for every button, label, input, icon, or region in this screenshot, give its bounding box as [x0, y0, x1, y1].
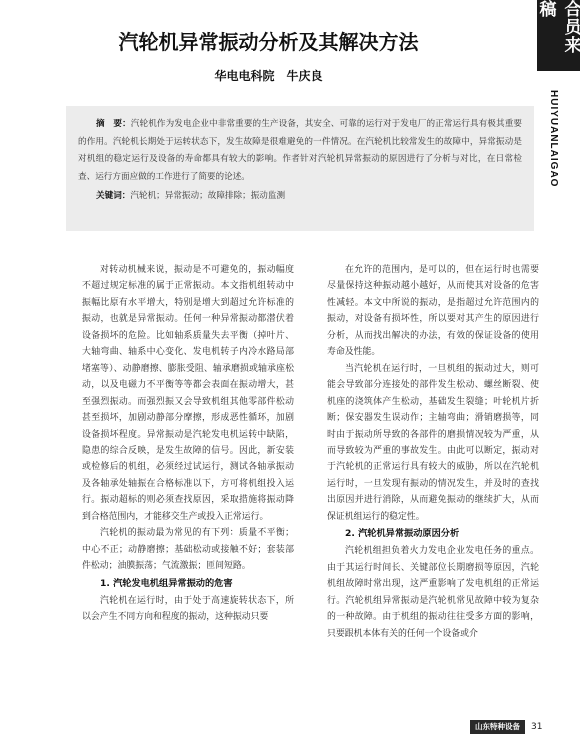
- section-tab-pinyin: HUIYUANLAIGAO: [548, 90, 559, 188]
- section-heading: 2. 汽轮机异常振动原因分析: [345, 528, 460, 540]
- body-paragraph: 汽轮机的振动最为常见的有下列：质量不平衡；中心不正；动静磨擦；基础松动或接触不好；套装部件松动；油膜振荡；气流激振；匝间短路。: [82, 528, 294, 572]
- keywords-label: 关键词：: [96, 191, 131, 201]
- body-paragraph: 汽轮机组担负着火力发电企业发电任务的重点。由于其运行时间长、关键部位长期磨损等原因，汽轮机组故障时常出现，这严重影响了发电机组的正常运行。汽轮机组异常振动是汽轮机常见故障中较为复杂的一种故障。由于机组的振动往往受多方面的影响，只要跟机本体有关的任何一个设备或介: [327, 546, 539, 639]
- keywords-text: 汽轮机；异常振动；故障排除；振动监测: [130, 191, 286, 201]
- keywords-line: [96, 188, 522, 205]
- body-paragraph: 对转动机械来说，振动是不可避免的，振动幅度不超过规定标准的属于正常振动。本文指机组转动中振幅比原有水平增大，特别是增大到超过允许标准的振动，也就是异常振动。任何一种异常振动都潜伏着设备损坏的危险。比如轴系质量失去平衡（掉叶片、大轴弯曲、轴系中心变化、发电机转子内冷水路局部堵塞等）、动静磨擦、膨胀受阻、轴承磨损或轴承座松动，以及电磁力不平衡等等都会表面在振动增大，甚至强烈振动。而强烈振又会导致机组其他零部件松动甚至损坏，加剧动静部分摩擦，形成恶性循环，加剧设备损坏程度。异常振动是汽轮发电机运转中缺陷，隐患的综合反映，是发生故障的信号。因此，新安装或检修后的机组，必须经过试运行，测试各轴承振动及各轴承处轴振在合格标准以下，方可将机组投入运行。振动超标的则必须查找原因，采取措施将振动降到合格范围内，才能移交生产或投入正常运行。: [82, 265, 294, 522]
- body-column-right: [327, 262, 539, 642]
- abstract-label: 摘 要：: [96, 119, 131, 129]
- abstract-text: 汽轮机作为发电企业中非常重要的生产设备，其安全、可靠的运行对于发电厂的正常运行具有极其重要的作用。汽轮机长期处于运转状态下，发生故障是很难避免的一件情况。在汽轮机比较常发生的故障中，异常振动是对机组的稳定运行及设备的寿命都具有较大的影响。作者针对汽轮机异常振动的原因进行了分析与对比，在日常检查、运行方面应做的工作进行了简要的论述。: [78, 119, 522, 182]
- abstract-box: [66, 106, 534, 231]
- article-authors: 华电电科院 牛庆良: [214, 69, 323, 83]
- journal-name: 山东特种设备: [470, 720, 525, 734]
- body-column-left: [82, 262, 294, 626]
- article-title: 汽轮机异常振动分析及其解决方法: [118, 30, 419, 54]
- abstract-paragraph: [78, 116, 522, 186]
- body-paragraph: 汽轮机在运行时，由于处于高速旋转状态下，所以会产生不同方向和程度的振动，这种振动只要: [82, 595, 294, 623]
- section-tab: 合员来稿: [537, 0, 580, 71]
- section-heading: 1. 汽轮发电机组异常振动的危害: [100, 577, 233, 589]
- body-paragraph: 在允许的范围内，是可以的，但在运行时也需要尽量保持这种振动越小越好，从而使其对设备的危害性减轻。本文中所说的振动，是指超过允许范围内的振动，对设备有损坏性，所以要对其产生的原因进行分析，从而找出解决的办法，有效的保证设备的使用寿命及性能。: [327, 265, 539, 358]
- page-footer: [470, 720, 542, 734]
- body-paragraph: 当汽轮机在运行时，一旦机组的振动过大，则可能会导致部分连接处的部件发生松动、螺丝断裂、使机座的浇筑体产生松动，基础发生裂缝；叶轮机片折断；保安器发生误动作；主轴弯曲；滑销磨损等，同时由于振动所导致的各部件的磨损情况较为严重，从而导致较为严重的事故发生。由此可以断定，振动对于汽轮机的正常运行具有较大的威胁，所以在汽轮机运行时，一旦发现有振动的情况发生，并及时的查找出原因并进行消除，从而避免振动的继续扩大，从而保证机组运行的稳定性。: [327, 363, 539, 522]
- page-number: 31: [531, 722, 543, 732]
